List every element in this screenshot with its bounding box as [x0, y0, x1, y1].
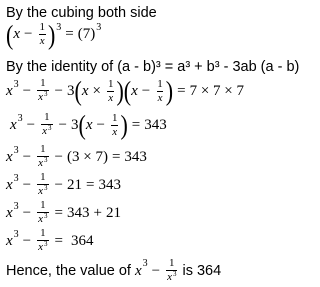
- equation-minus-21: x 3 − $\frac{1}{x^3}$ − 21 = 343: [6, 171, 121, 197]
- conclusion-text: Hence, the value of x 3 − $\frac{1}{x^3}$ is 364: [6, 257, 222, 283]
- identity-text: By the identity of (a - b)³ = a³ + b³ - 3ab (a - b): [6, 59, 300, 75]
- equation-cube-both-sides: ( x − $\frac{1}{x}$ ) 3 = (7) 3: [6, 18, 102, 50]
- equation-expand-identity: x 3 − $\frac{1}{x^3}$ − 3 ( x × $\frac{1}{x}$ ) ( x − $\frac{1}{x}$ ) = 7 × 7 × 7: [6, 74, 244, 106]
- equation-add-21: x 3 − $\frac{1}{x^3}$ = 343 + 21: [6, 199, 121, 225]
- fraction-one-over-x: $\frac{1}{x}$: [39, 21, 45, 47]
- open-paren: (: [6, 18, 14, 50]
- equation-substitute: x 3 − $\frac{1}{x^3}$ − 3 ( x − $\frac{1}{x}$ ) = 343: [10, 108, 167, 140]
- close-paren: ): [47, 18, 56, 50]
- equation-result: x 3 − $\frac{1}{x^3}$ = 364: [6, 227, 94, 253]
- equation-three-times-seven: x 3 − $\frac{1}{x^3}$ − (3 × 7) = 343: [6, 143, 147, 169]
- intro-text: By the cubing both side: [6, 5, 157, 21]
